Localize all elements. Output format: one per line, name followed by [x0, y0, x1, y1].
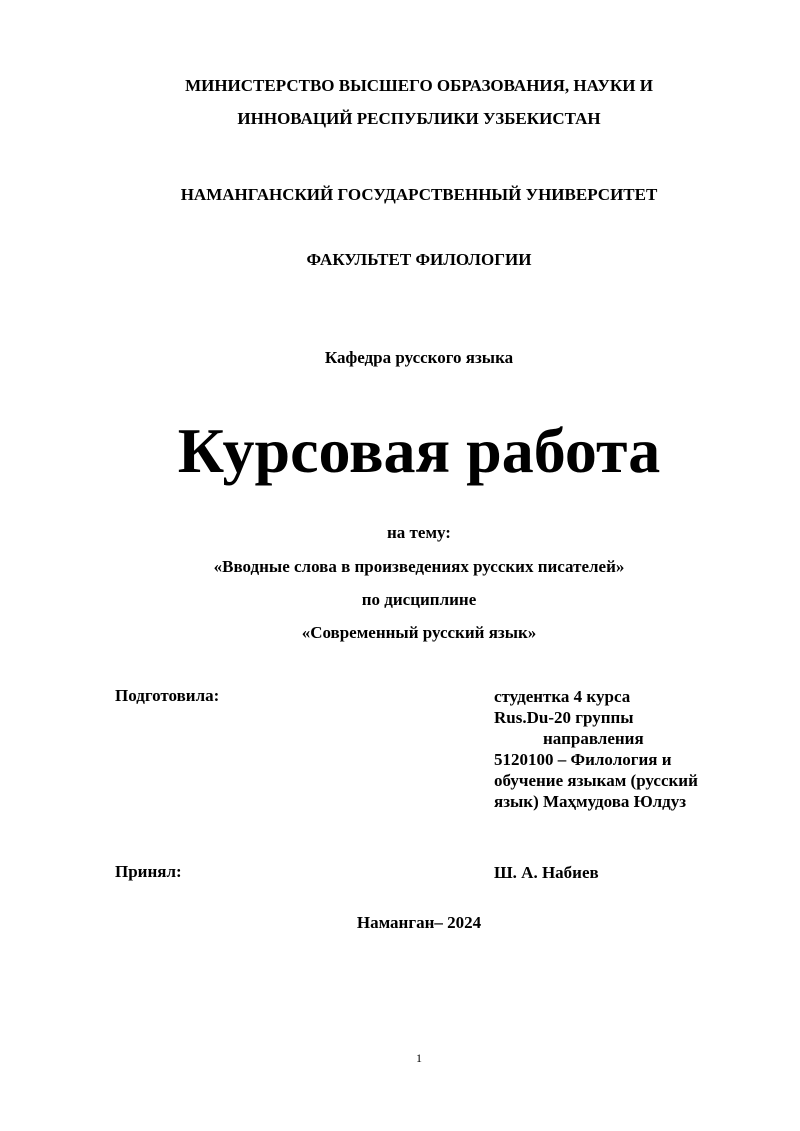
topic-text: «Вводные слова в произведениях русских писателей»: [213, 557, 625, 576]
student-info-line: 5120100 – Филология и: [494, 750, 672, 769]
student-info-line: студентка 4 курса: [494, 687, 631, 706]
document-title: Курсовая работа: [177, 415, 661, 486]
ministry-line-1: МИНИСТЕРСТВО ВЫСШЕГО ОБРАЗОВАНИЯ, НАУКИ И: [185, 76, 653, 95]
page-number: 1: [416, 1051, 422, 1065]
student-info: [494, 686, 698, 812]
department-name: Кафедра русского языка: [324, 348, 514, 367]
accepted-label: Принял:: [115, 862, 182, 881]
discipline-name: «Современный русский язык»: [301, 623, 537, 642]
ministry-line-2: ИННОВАЦИЙ РЕСПУБЛИКИ УЗБЕКИСТАН: [237, 109, 601, 128]
topic-label: на тему:: [387, 523, 451, 542]
supervisor-name: Ш. А. Набиев: [494, 863, 599, 882]
prepared-label: Подготовила:: [115, 686, 220, 705]
faculty-name: ФАКУЛЬТЕТ ФИЛОЛОГИИ: [306, 250, 532, 269]
student-info-line: язык) Маҳмудова Юлдуз: [494, 792, 687, 811]
student-info-line: обучение языкам (русский: [494, 771, 698, 790]
city-year: Наманган– 2024: [356, 913, 482, 932]
university-name: НАМАНГАНСКИЙ ГОСУДАРСТВЕННЫЙ УНИВЕРСИТЕТ: [180, 185, 658, 204]
student-info-line: направления: [543, 729, 644, 748]
student-info-line: Rus.Du-20 группы: [494, 708, 634, 727]
discipline-label: по дисциплине: [361, 590, 477, 609]
